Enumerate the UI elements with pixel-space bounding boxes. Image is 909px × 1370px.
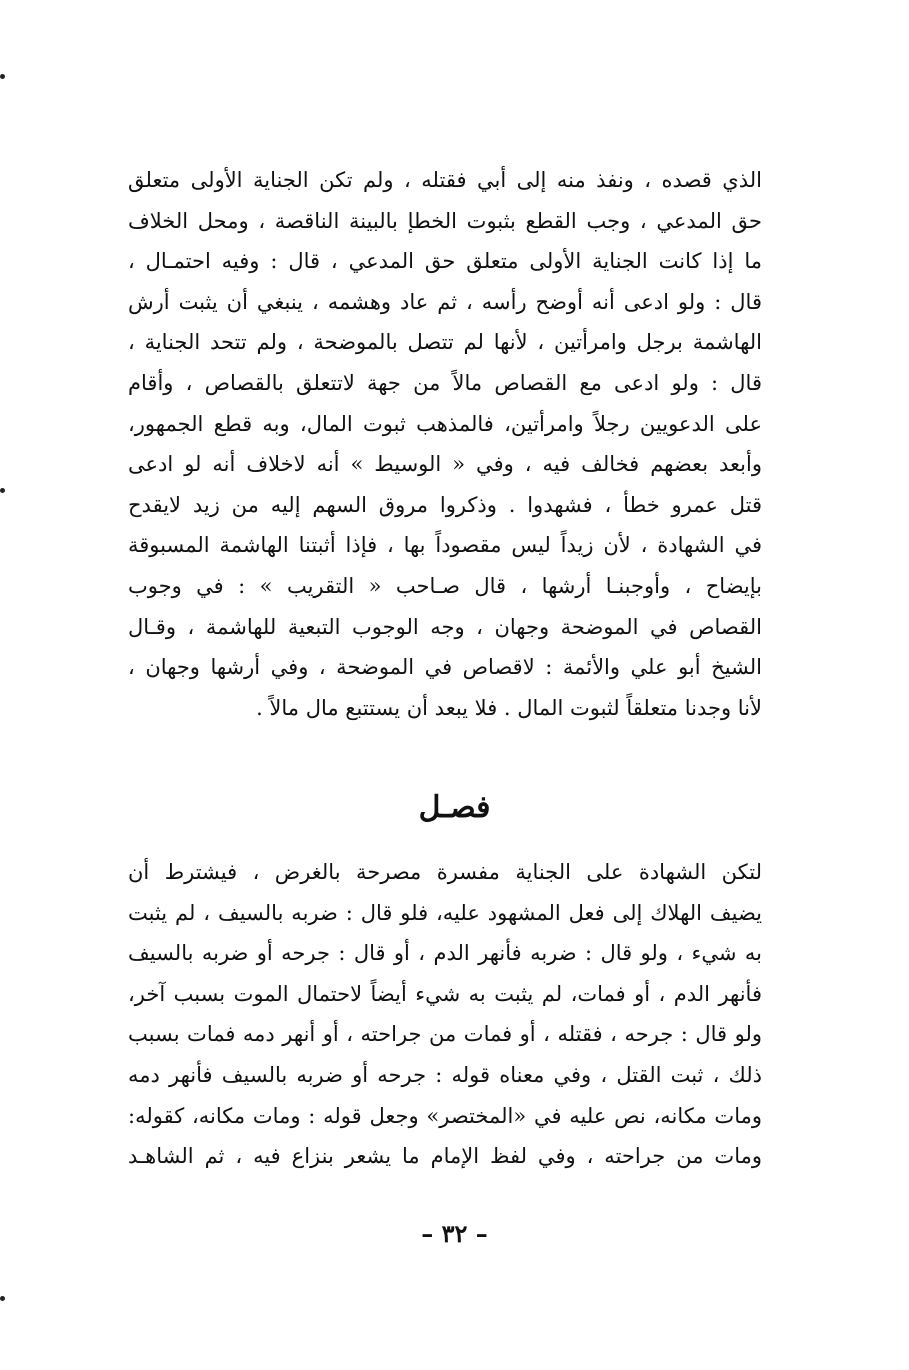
- text-line: لتكن الشهادة على الجناية مفسرة مصرحة بالغرض ، فيشترط أن: [128, 860, 762, 884]
- text-line: قتل عمرو خطأ ، فشهدوا . وذكروا مروق السهم إليه من زيد لايقدح: [128, 492, 762, 517]
- paragraph-1: [128, 160, 762, 728]
- text-line: ذلك ، ثبت القتل ، وفي معناه قوله : جرحه أو ضربه بالسيف فأنهر دمه: [128, 1062, 762, 1087]
- text-line: على الدعويين رجلاً وامرأتين، فالمذهب ثبوت المال، وبه قطع الجمهور،: [128, 411, 762, 436]
- paragraph-2: [128, 852, 762, 1177]
- text-line: القصاص في الموضحة وجهان ، وجه الوجوب التبعية للهاشمة ، وقـال: [128, 614, 762, 639]
- margin-dot: [0, 488, 5, 493]
- margin-dot: [0, 1296, 5, 1301]
- text-line: يضيف الهلاك إلى فعل المشهود عليه، فلو قال : ضربه بالسيف ، لم يثبت: [128, 900, 762, 925]
- text-line: وأبعد بعضهم فخالف فيه ، وفي « الوسيط » أنه لاخلاف أنه لو ادعى: [128, 452, 762, 477]
- text-line: لأنا وجدنا متعلقاً لثبوت المال . فلا يبعد أن يستتبع مال مالاً .: [256, 695, 762, 720]
- text-line: به شيء ، ولو قال : ضربه فأنهر الدم ، أو قال : جرحه أو ضربه بالسيف: [128, 941, 762, 966]
- margin-dot: [0, 74, 5, 79]
- text-line: الشيخ أبو علي والأئمة : لاقصاص في الموضحة ، وفي أرشها وجهان ،: [128, 655, 762, 680]
- text-line: ولو قال : جرحه ، فقتله ، أو فمات من جراحته ، أو أنهر دمه فمات بسبب: [128, 1022, 762, 1047]
- page-number: – ٣٢ –: [421, 1219, 488, 1248]
- text-line: قال : ولو ادعى أنه أوضح رأسه ، ثم عاد وهشمه ، ينبغي أن يثبت أرش: [128, 289, 762, 314]
- text-line: ما إذا كانت الجناية الأولى متعلق حق المدعي ، قال : وفيه احتمـال ،: [128, 249, 762, 274]
- text-line: حق المدعي ، وجب القطع بثبوت الخطإ بالبينة الناقصة ، ومحل الخلاف: [128, 208, 762, 233]
- text-line: ومات من جراحته ، وفي لفظ الإمام ما يشعر بنزاع فيه ، ثم الشاهـد: [128, 1144, 762, 1169]
- text-line: ومات مكانه، نص عليه في «المختصر» وجعل قوله : ومات مكانه، كقوله:: [128, 1103, 762, 1128]
- section-heading: فصـل: [418, 790, 491, 825]
- text-line: بإيضاح ، وأوجبنـا أرشها ، قال صـاحب « التقريب » : في وجوب: [128, 573, 762, 598]
- text-line: الهاشمة برجل وامرأتين ، لأنها لم تتصل بالموضحة ، ولم تتحد الجناية ،: [128, 330, 762, 355]
- text-line: في الشهادة ، لأن زيداً ليس مقصوداً بها ، فإذا أثبتنا الهاشمة المسبوقة: [128, 533, 762, 558]
- text-line: الذي قصده ، ونفذ منه إلى أبي فقتله ، ولم تكن الجناية الأولى متعلق: [128, 168, 762, 192]
- text-line: قال : ولو ادعى مع القصاص مالاً من جهة لاتتعلق بالقصاص ، وأقام: [128, 370, 762, 395]
- text-line: فأنهر الدم ، أو فمات، لم يثبت به شيء أيضاً لاحتمال الموت بسبب آخر،: [128, 981, 762, 1006]
